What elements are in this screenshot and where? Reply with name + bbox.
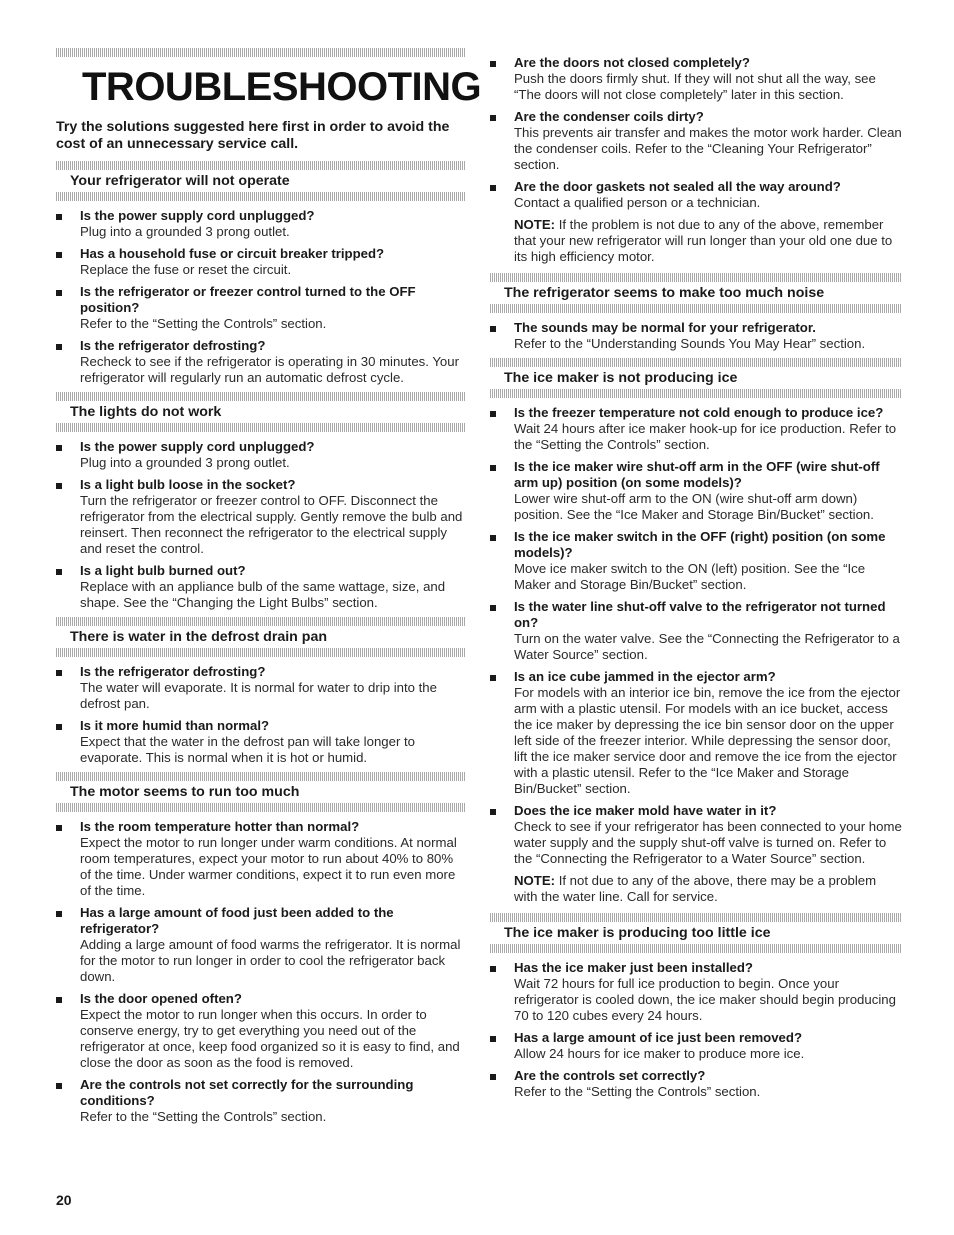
section-header: The lights do not work [70, 404, 222, 420]
question-text: Is the ice maker wire shut-off arm in the OFF (wire shut-off arm up) position (on some models)? [514, 459, 880, 490]
troubleshooting-section [490, 273, 902, 352]
section-rule-top [56, 617, 466, 626]
bullet-square-icon [490, 675, 496, 681]
question-text: Has a household fuse or circuit breaker tripped? [80, 246, 385, 261]
question-text: Is the power supply cord unplugged? [80, 439, 315, 454]
answer-text: Refer to the “Setting the Controls” section. [514, 1084, 761, 1099]
answer-text: Recheck to see if the refrigerator is operating in 30 minutes. Your refrigerator will regularly run an automatic defrost cycle. [80, 354, 459, 385]
list-item [56, 439, 466, 471]
question-text: Are the condenser coils dirty? [514, 109, 704, 124]
answer-text: Replace with an appliance bulb of the same wattage, size, and shape. See the “Changing the Light Bulbs” section. [80, 579, 446, 610]
item-list [490, 398, 902, 867]
answer-text: Refer to the “Understanding Sounds You May Hear” section. [514, 336, 866, 351]
section-rule-bottom [56, 423, 466, 432]
answer-text: Allow 24 hours for ice maker to produce more ice. [514, 1046, 805, 1061]
bullet-square-icon [56, 290, 62, 296]
left-sections [56, 161, 466, 1125]
question-text: Does the ice maker mold have water in it? [514, 803, 777, 818]
section-rule-bottom [490, 304, 902, 313]
bullet-square-icon [490, 1036, 496, 1042]
answer-text: Expect that the water in the defrost pan will take longer to evaporate. This is normal when it is hot or humid. [80, 734, 416, 765]
answer-text: For models with an interior ice bin, remove the ice from the ejector arm with a plastic utensil. For models with an ice bucket, access the ice maker by depressing the ice bin sensor door on the upper left side of the freezer interior. While depressing the sensor door, lift the ice maker service door and remove the ice from the ejector with a plastic utensil. Refer to the “Ice Maker and Storage Bin/Bucket” section. [514, 685, 901, 796]
question-text: Is the refrigerator defrosting? [80, 338, 266, 353]
question-text: Is the freezer temperature not cold enough to produce ice? [514, 405, 884, 420]
bullet-square-icon [56, 670, 62, 676]
answer-text: The water will evaporate. It is normal for water to drip into the defrost pan. [80, 680, 437, 711]
bullet-square-icon [490, 115, 496, 121]
bullet-square-icon [490, 185, 496, 191]
troubleshooting-section [56, 392, 466, 611]
bullet-square-icon [56, 214, 62, 220]
bullet-square-icon [490, 61, 496, 67]
question-text: Has the ice maker just been installed? [514, 960, 753, 975]
section-rule-top [56, 772, 466, 781]
question-text: Are the doors not closed completely? [514, 55, 750, 70]
intro-text: Try the solutions suggested here first in order to avoid the cost of an unnecessary service call. [56, 119, 450, 152]
question-text: Is the refrigerator or freezer control turned to the OFF position? [80, 284, 416, 315]
answer-text: Replace the fuse or reset the circuit. [80, 262, 292, 277]
bullet-square-icon [56, 997, 62, 1003]
list-item [56, 246, 466, 278]
item-list [56, 657, 466, 766]
troubleshooting-section [490, 913, 902, 1100]
answer-text: Wait 72 hours for full ice production to begin. Once your refrigerator is cooled down, the ice maker should begin producing 70 to 120 cubes every 24 hours. [514, 976, 896, 1023]
answer-text: Contact a qualified person or a technician. [514, 195, 761, 210]
question-text: The sounds may be normal for your refrigerator. [514, 320, 816, 335]
note-text [490, 217, 902, 265]
bullet-square-icon [56, 445, 62, 451]
note-body: If not due to any of the above, there may be a problem with the water line. Call for service. [514, 873, 877, 904]
question-text: Is a light bulb burned out? [80, 563, 246, 578]
item-list [56, 812, 466, 1125]
troubleshooting-section [56, 772, 466, 1125]
troubleshooting-section [56, 161, 466, 386]
list-item [56, 905, 466, 985]
note-label: NOTE: [514, 217, 556, 232]
list-item [56, 284, 466, 332]
bullet-square-icon [490, 1074, 496, 1080]
section-header: Your refrigerator will not operate [70, 173, 290, 189]
answer-text: Expect the motor to run longer under warm conditions. At normal room temperatures, expect your motor to run about 40% to 80% of the time. Under warmer conditions, expect it to run even more of the time. [80, 835, 457, 898]
list-item [56, 563, 466, 611]
list-item [56, 477, 466, 557]
right-column [490, 48, 902, 1106]
note-label: NOTE: [514, 873, 556, 888]
answer-text: This prevents air transfer and makes the motor work harder. Clean the condenser coils. Refer to the “Cleaning Your Refrigerator” section. [514, 125, 902, 172]
section-rule-bottom [56, 192, 466, 201]
item-list [56, 201, 466, 386]
section-rule-top [56, 161, 466, 170]
bullet-square-icon [56, 1083, 62, 1089]
question-text: Is an ice cube jammed in the ejector arm? [514, 669, 776, 684]
list-item [56, 718, 466, 766]
bullet-square-icon [490, 535, 496, 541]
question-text: Is a light bulb loose in the socket? [80, 477, 296, 492]
list-item [490, 459, 902, 523]
section-header: The ice maker is not producing ice [504, 370, 738, 386]
bullet-square-icon [490, 465, 496, 471]
troubleshooting-section [490, 48, 902, 265]
list-item [490, 1068, 902, 1100]
left-column [56, 48, 482, 1131]
item-list [56, 432, 466, 611]
question-text: Is the door opened often? [80, 991, 242, 1006]
section-header: The refrigerator seems to make too much noise [504, 285, 825, 301]
list-item [56, 208, 466, 240]
answer-text: Turn on the water valve. See the “Connecting the Refrigerator to a Water Source” section. [514, 631, 900, 662]
section-rule-top [490, 358, 902, 367]
answer-text: Expect the motor to run longer when this occurs. In order to conserve energy, try to get everything you need out of the refrigerator at once, keep food organized so it is easy to find, and close the door as soon as the food is removed. [80, 1007, 460, 1070]
bullet-square-icon [56, 825, 62, 831]
page-number: 20 [56, 1192, 72, 1208]
list-item [56, 338, 466, 386]
answer-text: Plug into a grounded 3 prong outlet. [80, 455, 290, 470]
section-header: The ice maker is producing too little ice [504, 925, 771, 941]
troubleshooting-section [56, 617, 466, 766]
list-item [490, 960, 902, 1024]
question-text: Is the ice maker switch in the OFF (right) position (on some models)? [514, 529, 886, 560]
bullet-square-icon [56, 569, 62, 575]
list-item [56, 991, 466, 1071]
answer-text: Adding a large amount of food warms the refrigerator. It is normal for the motor to run longer in order to cool the refrigerator back down. [80, 937, 461, 984]
title-rule [56, 48, 466, 57]
answer-text: Lower wire shut-off arm to the ON (wire shut-off arm down) position. See the “Ice Maker and Storage Bin/Bucket” section. [514, 491, 874, 522]
answer-text: Refer to the “Setting the Controls” section. [80, 1109, 327, 1124]
item-list [490, 953, 902, 1100]
answer-text: Wait 24 hours after ice maker hook-up for ice production. Refer to the “Setting the Controls” section. [514, 421, 897, 452]
note-text [490, 873, 902, 905]
answer-text: Move ice maker switch to the ON (left) position. See the “Ice Maker and Storage Bin/Bucket” section. [514, 561, 866, 592]
answer-text: Push the doors firmly shut. If they will not shut all the way, see “The doors will not close completely” later in this section. [514, 71, 876, 102]
list-item [490, 803, 902, 867]
bullet-square-icon [56, 483, 62, 489]
answer-text: Turn the refrigerator or freezer control to OFF. Disconnect the refrigerator from the electrical supply. Gently remove the bulb and reinsert. Then reconnect the refrigerator to the electrical supply and reset the control. [80, 493, 463, 556]
bullet-square-icon [56, 724, 62, 730]
list-item [490, 1030, 902, 1062]
answer-text: Plug into a grounded 3 prong outlet. [80, 224, 290, 239]
list-item [490, 109, 902, 173]
section-rule-bottom [56, 803, 466, 812]
question-text: Is the room temperature hotter than normal? [80, 819, 360, 834]
list-item [490, 320, 902, 352]
note-body: If the problem is not due to any of the above, remember that your new refrigerator will run longer than your old one due to its high efficiency motor. [514, 217, 893, 264]
page-title: TROUBLESHOOTING [82, 65, 482, 109]
answer-text: Check to see if your refrigerator has been connected to your home water supply and the supply shut-off valve is turned on. Refer to the “Connecting the Refrigerator to a Water Source” section. [514, 819, 902, 866]
section-rule-bottom [490, 944, 902, 953]
section-rule-top [56, 392, 466, 401]
question-text: Has a large amount of ice just been removed? [514, 1030, 803, 1045]
question-text: Is it more humid than normal? [80, 718, 270, 733]
question-text: Are the controls not set correctly for the surrounding conditions? [80, 1077, 414, 1108]
question-text: Is the water line shut-off valve to the refrigerator not turned on? [514, 599, 886, 630]
question-text: Is the power supply cord unplugged? [80, 208, 315, 223]
bullet-square-icon [490, 809, 496, 815]
list-item [490, 405, 902, 453]
list-item [56, 664, 466, 712]
section-rule-top [490, 913, 902, 922]
bullet-square-icon [490, 605, 496, 611]
bullet-square-icon [56, 344, 62, 350]
question-text: Are the door gaskets not sealed all the way around? [514, 179, 841, 194]
item-list [490, 48, 902, 211]
item-list [490, 313, 902, 352]
section-rule-top [490, 273, 902, 282]
section-rule-bottom [56, 648, 466, 657]
right-sections [490, 48, 902, 1100]
list-item [490, 179, 902, 211]
section-header: The motor seems to run too much [70, 784, 300, 800]
answer-text: Refer to the “Setting the Controls” section. [80, 316, 327, 331]
section-header: There is water in the defrost drain pan [70, 629, 328, 645]
troubleshooting-section [490, 358, 902, 905]
question-text: Are the controls set correctly? [514, 1068, 706, 1083]
bullet-square-icon [490, 326, 496, 332]
list-item [490, 55, 902, 103]
bullet-square-icon [490, 966, 496, 972]
question-text: Is the refrigerator defrosting? [80, 664, 266, 679]
list-item [490, 599, 902, 663]
list-item [56, 819, 466, 899]
bullet-square-icon [56, 911, 62, 917]
section-rule-bottom [490, 389, 902, 398]
question-text: Has a large amount of food just been added to the refrigerator? [80, 905, 394, 936]
list-item [56, 1077, 466, 1125]
list-item [490, 529, 902, 593]
list-item [490, 669, 902, 797]
bullet-square-icon [56, 252, 62, 258]
bullet-square-icon [490, 411, 496, 417]
